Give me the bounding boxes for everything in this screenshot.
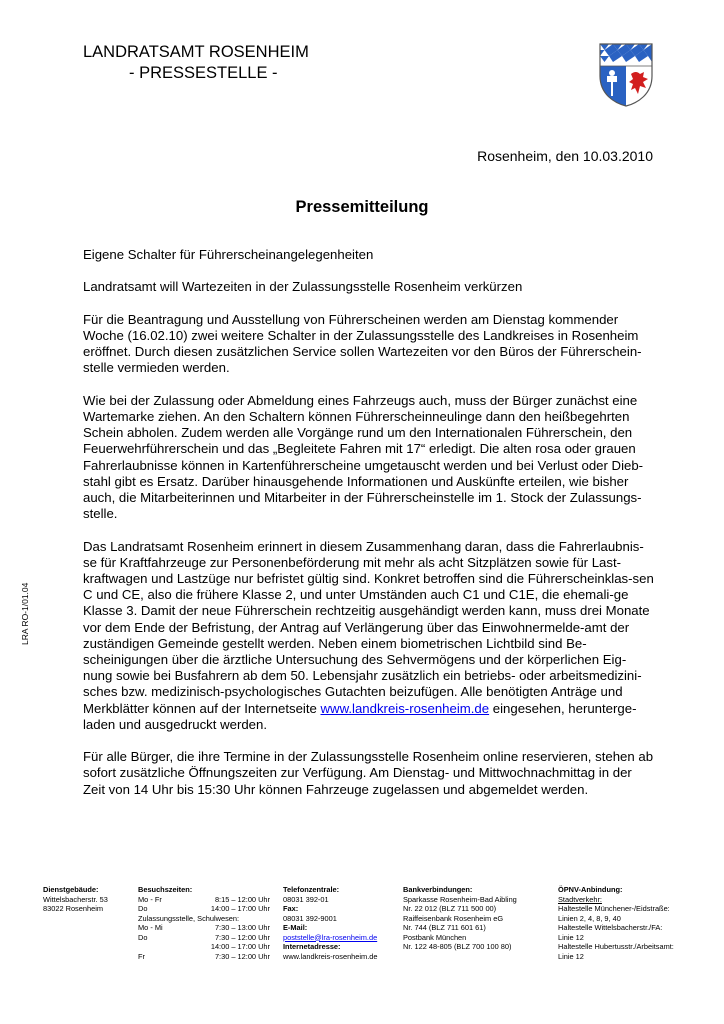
footer-heading: Besuchszeiten: [138, 885, 193, 894]
hours-day: Do [138, 904, 148, 913]
hours-row [138, 933, 270, 943]
authority-name: LANDRATSAMT ROSENHEIM [83, 43, 309, 61]
hours-row [138, 952, 270, 962]
paragraph-text: eingesehen, herunterge-laden und ausgedruckt werden. [83, 700, 637, 732]
hours-day [138, 942, 190, 952]
footer-line: Haltestelle Hubertusstr./Arbeitsamt: [558, 942, 674, 951]
press-release-body [83, 247, 655, 814]
email-label: E-Mail: [283, 923, 308, 932]
footer-line: Nr. 122 48-805 (BLZ 700 100 80) [403, 942, 512, 951]
subheadline: Eigene Schalter für Führerscheinangelegenheiten [83, 247, 374, 262]
hours-time: 14:00 – 17:00 Uhr [210, 904, 270, 913]
hours-time: 7:30 – 12:00 Uhr [214, 932, 270, 942]
paragraph-text: Das Landratsamt Rosenheim erinnert in diesem Zusammenhang daran, dass die Fahrerlaubnis-se für Kraftfahrzeuge zur Personenbeförderung mit mehr als acht Sitzplätzen sowie für Last-kraftwagen und Lastzüge nur befristet gültig sind. Konkret betroffen sind die Führerscheinklas-sen C und CE, also die frühere Klasse 2, und unter Umständen auch C1 und C1E, die ehemali-ge Klasse 3. Damit der neue Führerschein rechtzeitig ausgehändigt werden kann, muss drei Monate vor dem Ende der Befristung, der Antrag auf Verlängerung über das Einwohnermelde-amt der zuständigen Gemeinde gestellt werden. Neben einem biometrischen Lichtbild sind Be-scheinigungen über die ärztliche Untersuchung des Sehvermögens und der körperlichen Eig-nung sowie bei Busfahrern ab dem 50. Lebensjahr zusätzlich ein betriebs- oder arbeitsmedizini-sches bzw. medizinisch-psychologisches Gutachten beizufügen. Alle benötigten Anträge und Merkblätter können auf der Internetseite [83, 538, 654, 716]
hours-day: Fr [138, 951, 145, 961]
document-title: Pressemitteilung [295, 198, 429, 216]
footer-contact [283, 885, 377, 961]
coat-of-arms-icon [598, 42, 654, 108]
footer-building [43, 885, 108, 914]
hours-time: 14:00 – 17:00 Uhr [210, 942, 270, 951]
footer-line: Linien 2, 4, 8, 9, 40 [558, 913, 621, 923]
footer-line: Wittelsbacherstr. 53 [43, 894, 108, 904]
paragraph-procedure: Wie bei der Zulassung oder Abmeldung eines Fahrzeugs auch, muss der Bürger zunächst eine Wartemarke ziehen. An den Schaltern können Führerscheinneulinge dann den heißbegehrten Schein abholen. Zudem werden alle Vorgänge rund um den Internationalen Führerschein, den Feuerwehrführerschein und das „Begleitete Fahren mit 17“ erledigt. Die alten rosa oder grauen Fahrerlaubnisse können in Kartenführerscheine umgetauscht werden und bei Verlust oder Dieb-stahl gibt es Ersatz. Darüber hinausgehende Informationen und Auskünfte erteilen, wie bisher auch, die Mitarbeiterinnen und Mitarbeiter in der Führerscheinstelle im 1. Stock der Zulassungs-stelle. [83, 392, 644, 522]
fax-label: Fax: [283, 904, 299, 913]
footer-transit [558, 885, 674, 961]
footer-line: Postbank München [403, 932, 467, 942]
document-reference-code: LRA RO-1/01.04 [20, 582, 30, 645]
footer-line: Nr. 22 012 (BLZ 711 500 00) [403, 904, 497, 913]
paragraph-license-renewal [83, 539, 655, 733]
hours-note: Zulassungsstelle, Schulwesen: [138, 913, 240, 923]
footer-line: Haltestelle Münchener-/Eidstraße: [558, 904, 670, 913]
hours-day: Mo - Mi [138, 923, 163, 932]
email-link[interactable]: poststelle@lra-rosenheim.de [283, 932, 378, 942]
footer-visiting-hours [138, 885, 270, 961]
hours-time: 7:30 – 13:00 Uhr [214, 923, 270, 932]
footer-heading: Dienstgebäude: [43, 885, 99, 894]
headline: Landratsamt will Wartezeiten in der Zulassungsstelle Rosenheim verkürzen [83, 279, 523, 295]
letterhead [83, 42, 309, 84]
paragraph-opening-hours: Für alle Bürger, die ihre Termine in der Zulassungsstelle Rosenheim online reservieren, stehen ab sofort zusätzliche Öffnungszeiten zur Verfügung. Am Dienstag- und Mittwochnachmittag in der Zeit von 14 Uhr bis 15:30 Uhr können Fahrzeuge zugelassen und abgemeldet werden. [83, 749, 654, 797]
web-label: Internetadresse: [283, 942, 341, 951]
hours-row [138, 904, 270, 914]
hours-time: 8:15 – 12:00 Uhr [214, 894, 270, 904]
website-link[interactable]: www.landkreis-rosenheim.de [320, 700, 490, 716]
footer-heading: Telefonzentrale: [283, 885, 340, 894]
paragraph-announcement: Für die Beantragung und Ausstellung von Führerscheinen werden am Dienstag kommender Woche (16.02.10) zwei weitere Schalter in der Zulassungsstelle des Landkreises in Rosenheim eröffnet. Durch diesen zusätzlichen Service sollen Wartezeiten vor den Büros der Führerschein-stelle vermieden werden. [83, 311, 642, 376]
footer-line: Raiffeisenbank Rosenheim eG [403, 913, 504, 923]
hours-row [138, 895, 270, 905]
hours-day: Mo - Fr [138, 894, 162, 904]
document-date: Rosenheim, den 10.03.2010 [477, 148, 653, 164]
hours-day: Do [138, 932, 148, 942]
fax-number: 08031 392-9001 [283, 913, 337, 923]
footer-line: Linie 12 [558, 951, 584, 961]
footer-line: 83022 Rosenheim [43, 904, 103, 913]
hours-row [138, 942, 270, 952]
footer-line: Nr. 744 (BLZ 711 601 61) [403, 923, 486, 932]
department-name: - PRESSESTELLE - [129, 64, 278, 82]
hours-time: 7:30 – 12:00 Uhr [214, 951, 270, 961]
transit-subheading: Stadtverkehr: [558, 894, 602, 904]
phone-number: 08031 392-01 [283, 894, 329, 904]
footer-heading: Bankverbindungen: [403, 885, 473, 894]
footer-heading: ÖPNV-Anbindung: [558, 885, 623, 894]
web-address: www.landkreis-rosenheim.de [283, 951, 378, 961]
footer-line: Sparkasse Rosenheim-Bad Aibling [403, 894, 517, 904]
footer-bank [403, 885, 517, 952]
footer-line: Haltestelle Wittelsbacherstr./FA: [558, 923, 663, 932]
hours-row [138, 923, 270, 933]
footer-line: Linie 12 [558, 932, 584, 942]
